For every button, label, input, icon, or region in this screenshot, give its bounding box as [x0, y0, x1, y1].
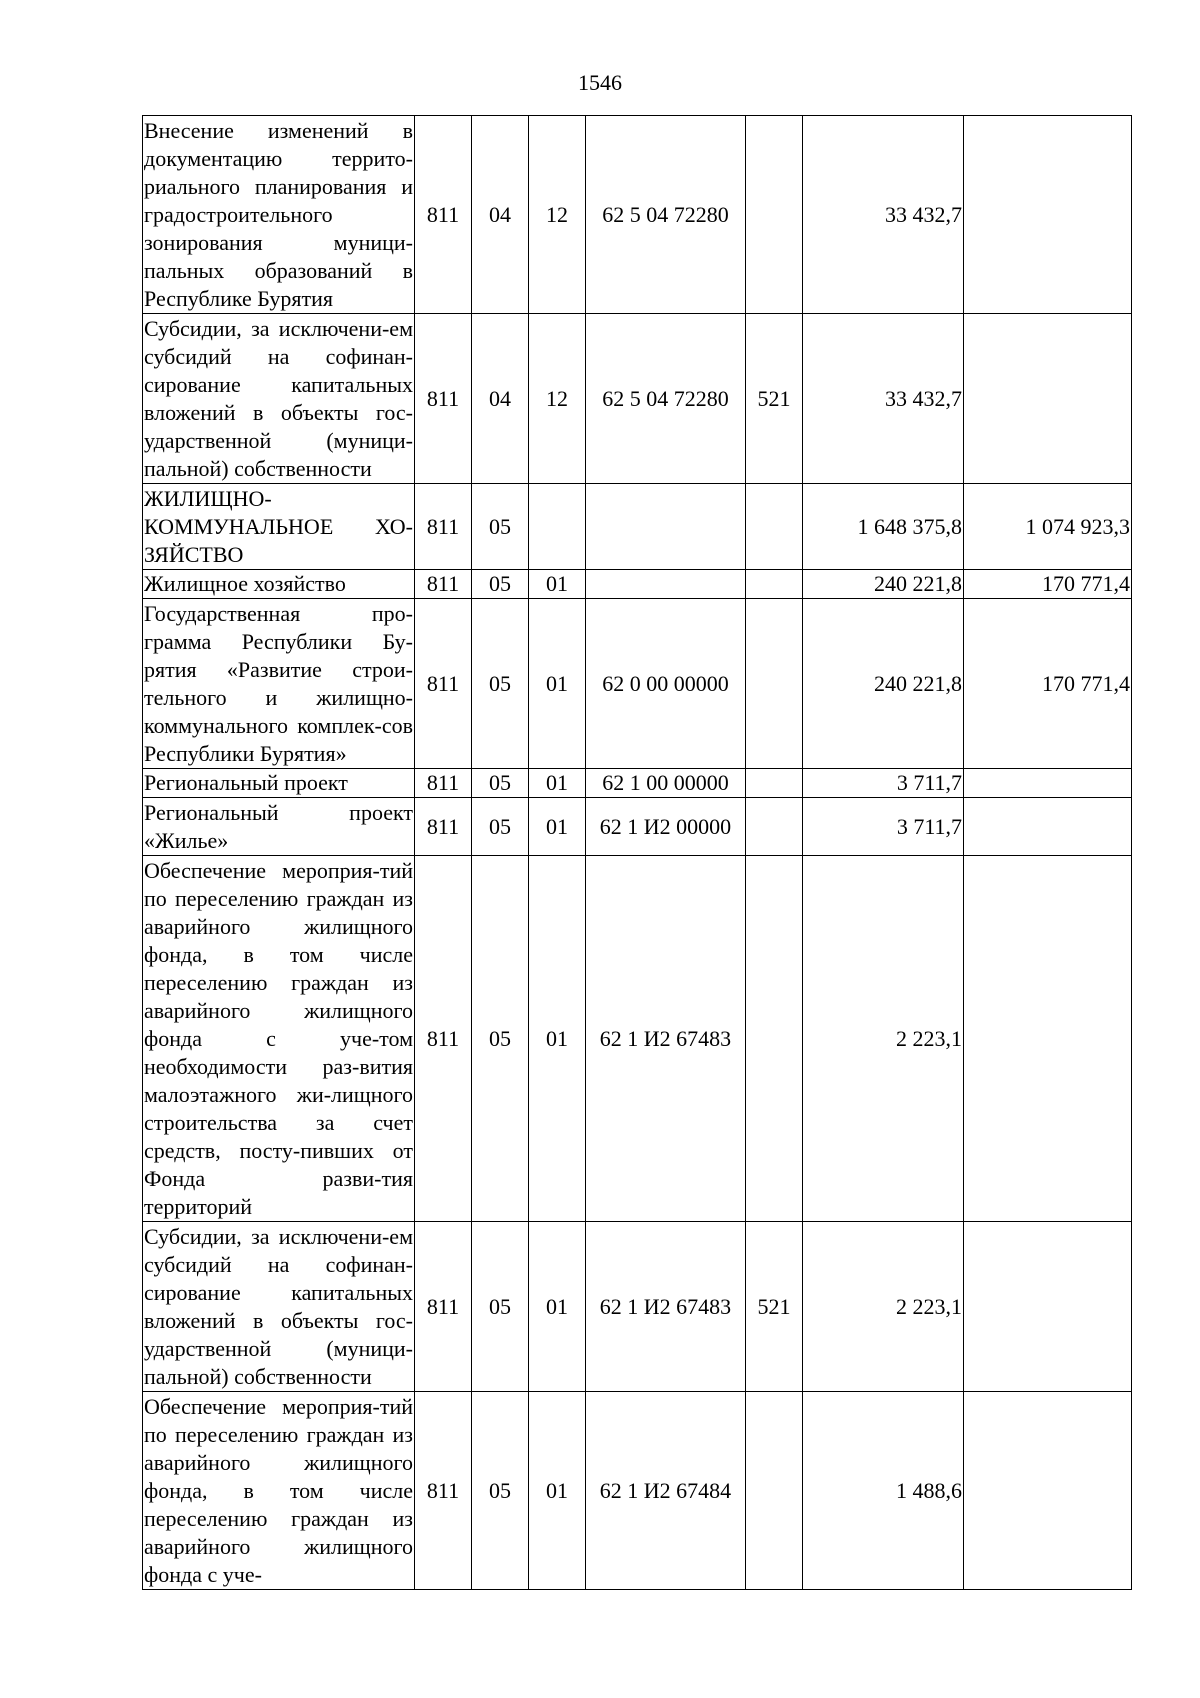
table-row — [143, 599, 1132, 769]
amount-federal-cell: 1 074 923,3 — [964, 484, 1132, 570]
item-name-cell: ЖИЛИЩНО-КОММУНАЛЬНОЕ ХО-ЗЯЙСТВО — [143, 484, 415, 570]
section-cell: 05 — [472, 798, 529, 856]
target-article-cell: 62 5 04 72280 — [586, 116, 746, 314]
expense-type-cell — [746, 570, 803, 599]
subsection-cell: 01 — [529, 769, 586, 798]
target-article-cell: 62 1 И2 67483 — [586, 1222, 746, 1392]
item-name-cell: Внесение изменений в документацию террито-риального планирования и градостроительного зонирования муници-пальных образований в Республике Бурятия — [143, 116, 415, 314]
amount-federal-cell — [964, 769, 1132, 798]
table-row — [143, 798, 1132, 856]
ved-cell: 811 — [415, 856, 472, 1222]
amount-cell: 240 221,8 — [803, 570, 964, 599]
amount-federal-cell — [964, 116, 1132, 314]
table-row — [143, 856, 1132, 1222]
section-cell: 05 — [472, 856, 529, 1222]
amount-cell: 1 648 375,8 — [803, 484, 964, 570]
target-article-cell: 62 1 И2 67484 — [586, 1392, 746, 1590]
section-cell: 05 — [472, 769, 529, 798]
expense-type-cell — [746, 769, 803, 798]
ved-cell: 811 — [415, 484, 472, 570]
table-body — [143, 116, 1132, 1590]
amount-federal-cell — [964, 1222, 1132, 1392]
target-article-cell: 62 5 04 72280 — [586, 314, 746, 484]
amount-cell: 33 432,7 — [803, 314, 964, 484]
expense-type-cell — [746, 1392, 803, 1590]
ved-cell: 811 — [415, 314, 472, 484]
subsection-cell — [529, 484, 586, 570]
item-name-cell: Субсидии, за исключени-ем субсидий на софинан-сирование капитальных вложений в объекты гос-ударственной (муници-пальной) собственности — [143, 1222, 415, 1392]
section-cell: 04 — [472, 314, 529, 484]
amount-federal-cell: 170 771,4 — [964, 570, 1132, 599]
page-number: 1546 — [578, 70, 622, 95]
amount-cell: 240 221,8 — [803, 599, 964, 769]
target-article-cell — [586, 570, 746, 599]
section-cell: 05 — [472, 1392, 529, 1590]
section-cell: 05 — [472, 599, 529, 769]
amount-cell: 3 711,7 — [803, 769, 964, 798]
subsection-cell: 01 — [529, 570, 586, 599]
item-name-cell: Обеспечение мероприя-тий по переселению граждан из аварийного жилищного фонда, в том числе переселению граждан из аварийного жилищного фонда с уче- — [143, 1392, 415, 1590]
amount-federal-cell — [964, 314, 1132, 484]
budget-table — [142, 115, 1132, 1590]
target-article-cell — [586, 484, 746, 570]
ved-cell: 811 — [415, 570, 472, 599]
table-row — [143, 116, 1132, 314]
amount-cell: 2 223,1 — [803, 1222, 964, 1392]
table-row — [143, 484, 1132, 570]
amount-cell: 33 432,7 — [803, 116, 964, 314]
subsection-cell: 12 — [529, 116, 586, 314]
item-name-cell: Субсидии, за исключени-ем субсидий на софинан-сирование капитальных вложений в объекты гос-ударственной (муници-пальной) собственности — [143, 314, 415, 484]
table-row — [143, 1222, 1132, 1392]
table-row — [143, 1392, 1132, 1590]
subsection-cell: 01 — [529, 1222, 586, 1392]
target-article-cell: 62 1 И2 00000 — [586, 798, 746, 856]
table-row — [143, 570, 1132, 599]
expense-type-cell: 521 — [746, 314, 803, 484]
item-name-cell: Обеспечение мероприя-тий по переселению граждан из аварийного жилищного фонда, в том числе переселению граждан из аварийного жилищного фонда с уче-том необходимости раз-вития малоэтажного жи-лищного строительства за счет средств, посту-пивших от Фонда разви-тия территорий — [143, 856, 415, 1222]
item-name-cell: Региональный проект — [143, 769, 415, 798]
table-row — [143, 314, 1132, 484]
expense-type-cell: 521 — [746, 1222, 803, 1392]
item-name-cell: Государственная про-грамма Республики Бу-рятия «Развитие строи-тельного и жилищно-коммунального комплек-сов Республики Бурятия» — [143, 599, 415, 769]
amount-cell: 3 711,7 — [803, 798, 964, 856]
ved-cell: 811 — [415, 599, 472, 769]
expense-type-cell — [746, 484, 803, 570]
subsection-cell: 01 — [529, 1392, 586, 1590]
target-article-cell: 62 1 И2 67483 — [586, 856, 746, 1222]
subsection-cell: 01 — [529, 599, 586, 769]
ved-cell: 811 — [415, 798, 472, 856]
subsection-cell: 01 — [529, 798, 586, 856]
amount-federal-cell — [964, 856, 1132, 1222]
ved-cell: 811 — [415, 116, 472, 314]
expense-type-cell — [746, 856, 803, 1222]
amount-cell: 2 223,1 — [803, 856, 964, 1222]
item-name-cell: Жилищное хозяйство — [143, 570, 415, 599]
table-row — [143, 769, 1132, 798]
section-cell: 05 — [472, 484, 529, 570]
amount-federal-cell: 170 771,4 — [964, 599, 1132, 769]
section-cell: 05 — [472, 570, 529, 599]
expense-type-cell — [746, 599, 803, 769]
amount-federal-cell — [964, 1392, 1132, 1590]
expense-type-cell — [746, 116, 803, 314]
target-article-cell: 62 1 00 00000 — [586, 769, 746, 798]
item-name-cell: Региональный проект «Жилье» — [143, 798, 415, 856]
target-article-cell: 62 0 00 00000 — [586, 599, 746, 769]
ved-cell: 811 — [415, 769, 472, 798]
amount-cell: 1 488,6 — [803, 1392, 964, 1590]
section-cell: 04 — [472, 116, 529, 314]
amount-federal-cell — [964, 798, 1132, 856]
section-cell: 05 — [472, 1222, 529, 1392]
ved-cell: 811 — [415, 1392, 472, 1590]
expense-type-cell — [746, 798, 803, 856]
subsection-cell: 01 — [529, 856, 586, 1222]
ved-cell: 811 — [415, 1222, 472, 1392]
subsection-cell: 12 — [529, 314, 586, 484]
